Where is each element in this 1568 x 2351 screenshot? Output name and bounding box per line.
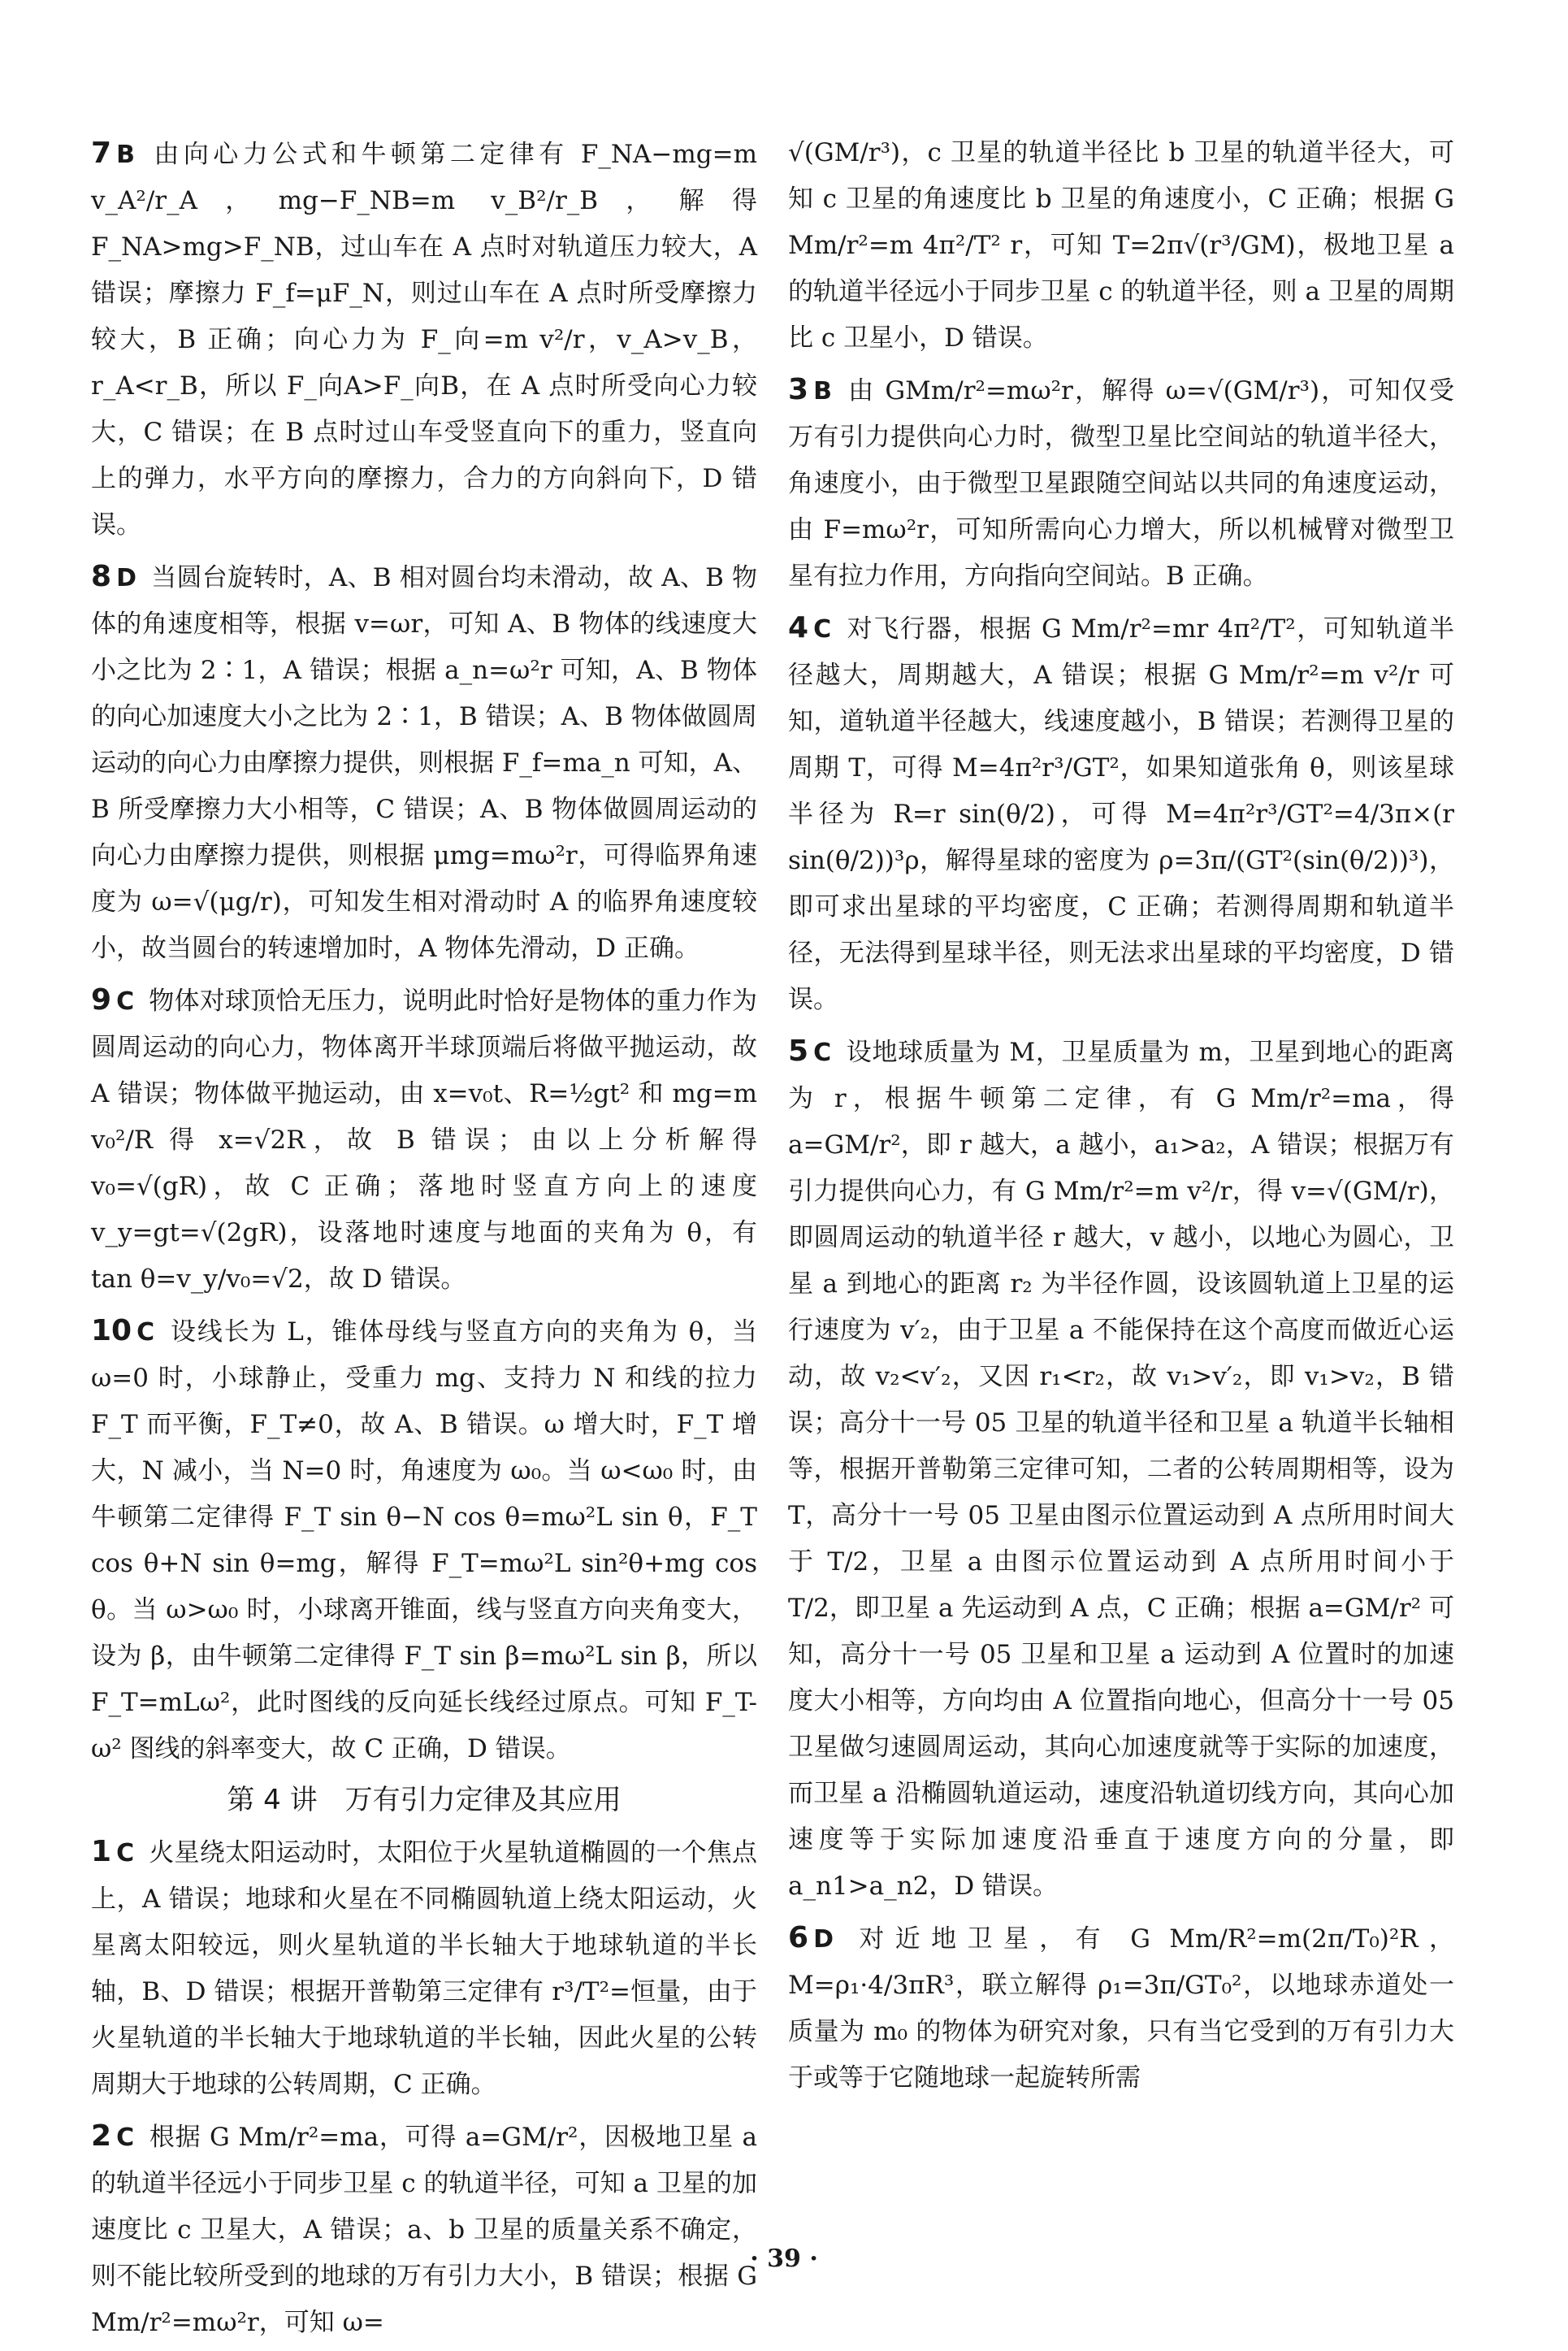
answer-text: 物体对球顶恰无压力，说明此时恰好是物体的重力作为圆周运动的向心力，物体离开半球顶端后将做平抛运动，故 A 错误；物体做平抛运动，由 x=v₀t、R=½gt² 和 mg=m v₀²/R 得 x=√2R，故 B 错误；由以上分析解得 v₀=√(gR)，故 C 正确；落地时竖直方向上的速度 v_y=gt=√(2gR)，设落地时速度与地面的夹角为 θ，有 tan θ=v_y/v₀=√2，故 D 错误。 — [91, 987, 757, 1294]
question-number: 10 — [91, 1314, 132, 1347]
right-column — [788, 130, 1454, 2106]
answer-choice: C — [116, 2123, 135, 2152]
answer-choice: C — [813, 615, 832, 644]
answer-text: 设线长为 L，锥体母线与竖直方向的夹角为 θ，当 ω=0 时，小球静止，受重力 mg、支持力 N 和线的拉力 F_T 而平衡，F_T≠0，故 A、B 错误。ω 增大时，F_T 增大，N 减小，当 N=0 时，角速度为 ω₀。当 ω<ω₀ 时，由牛顿第二定律得 F_T sin θ−N cos θ=mω²L sin θ，F_T cos θ+N sin θ=mg，解得 F_T=mω²L sin²θ+mg cos θ。当 ω>ω₀ 时，小球离开锥面，线与竖直方向夹角变大，设为 β，由牛顿第二定律得 F_T sin β=mω²L sin β，所以 F_T=mLω²，此时图线的反向延长线经过原点。可知 F_T-ω² 图线的斜率变大，故 C 正确，D 错误。 — [91, 1317, 757, 1763]
answer-8 — [91, 553, 757, 972]
answer-choice: C — [136, 1318, 155, 1347]
question-number: 3 — [788, 373, 809, 406]
answer-text: 由 GMm/r²=mω²r，解得 ω=√(GM/r³)，可知仅受万有引力提供向心力时，微型卫星比空间站的轨道半径大，角速度小，由于微型卫星跟随空间站以共同的角速度运动，由 F=mω²r，可知所需向心力增大，所以机械臂对微型卫星有拉力作用，方向指向空间站。B 正确。 — [788, 376, 1454, 591]
answer-text: 对近地卫星，有 G Mm/R²=m(2π/T₀)²R，M=ρ₁·4/3πR³，联立解得 ρ₁=3π/GT₀²，以地球赤道处一质量为 m₀ 的物体为研究对象，只有当它受到的万有引力大于或等于它随地球一起旋转所需 — [788, 1924, 1454, 2093]
answer-choice: C — [116, 987, 135, 1016]
answer-text: 设地球质量为 M，卫星质量为 m，卫星到地心的距离为 r，根据牛顿第二定律，有 G Mm/r²=ma，得 a=GM/r²，即 r 越大，a 越小，a₁>a₂，A 错误；根据万有引力提供向心力，有 G Mm/r²=m v²/r，得 v=√(GM/r)，即圆周运动的轨道半径 r 越大，v 越小，以地心为圆心，卫星 a 到地心的距离 r₂ 为半径作圆，设该圆轨道上卫星的运行速度为 v′₂，由于卫星 a 不能保持在这个高度而做近心运动，故 v₂<v′₂，又因 r₁<r₂，故 v₁>v′₂，即 v₁>v₂，B 错误；高分十一号 05 卫星的轨道半径和卫星 a 轨道半长轴相等，根据开普勒第三定律可知，二者的公转周期相等，设为 T，高分十一号 05 卫星由图示位置运动到 A 点所用时间大于 T/2，卫星 a 由图示位置运动到 A 点所用时间小于 T/2，即卫星 a 先运动到 A 点，C 正确；根据 a=GM/r² 可知，高分十一号 05 卫星和卫星 a 运动到 A 位置时的加速度大小相等，方向均由 A 位置指向地心，但高分十一号 05 卫星做匀速圆周运动，其向心加速度就等于实际的加速度，而卫星 a 沿椭圆轨道运动，速度沿轨道切线方向，其向心加速度等于实际加速度沿垂直于速度方向的分量，即 a_n1>a_n2，D 错误。 — [788, 1038, 1454, 1901]
answer-s3 — [788, 367, 1454, 600]
section-title: 第 4 讲 万有引力定律及其应用 — [227, 1784, 622, 1816]
answer-choice: C — [813, 1039, 832, 1067]
answer-choice: B — [813, 377, 832, 406]
answer-text: 由向心力公式和牛顿第二定律有 F_NA−mg=m v_A²/r_A，mg−F_NB=m v_B²/r_B，解得 F_NA>mg>F_NB，过山车在 A 点时对轨道压力较大，A 错误；摩擦力 F_f=μF_N，则过山车在 A 点时所受摩擦力较大，B 正确；向心力为 F_向=m v²/r，v_A>v_B，r_A<r_B，所以 F_向A>F_向B，在 A 点时所受向心力较大，C 错误；在 B 点时过山车受竖直向下的重力，竖直向上的弹力，水平方向的摩擦力，合力的方向斜向下，D 错误。 — [91, 140, 757, 540]
answer-text: 根据 G Mm/r²=ma，可得 a=GM/r²，因极地卫星 a 的轨道半径远小于同步卫星 c 的轨道半径，可知 a 卫星的加速度比 c 卫星大，A 错误；a、b 卫星的质量关系不确定，则不能比较所受到的地球的万有引力大小，B 错误；根据 G Mm/r²=mω²r，可知 ω= — [91, 2123, 757, 2337]
answer-text: √(GM/r³)，c 卫星的轨道半径比 b 卫星的轨道半径大，可知 c 卫星的角速度比 b 卫星的角速度小，C 正确；根据 G Mm/r²=m 4π²/T² r，可知 T=2π√(r³/GM)，极地卫星 a 的轨道半径远小于同步卫星 c 的轨道半径，则 a 卫星的周期比 c 卫星小，D 错误。 — [788, 138, 1454, 353]
answer-s2-continued — [788, 130, 1454, 362]
answer-9 — [91, 977, 757, 1303]
answer-s4 — [788, 605, 1454, 1023]
question-number: 1 — [91, 1835, 112, 1868]
answer-10 — [91, 1308, 757, 1772]
question-number: 2 — [91, 2119, 112, 2153]
answer-choice: C — [116, 1839, 135, 1867]
answer-choice: D — [813, 1925, 834, 1954]
question-number: 7 — [91, 137, 112, 170]
answer-text: 对飞行器，根据 G Mm/r²=mr 4π²/T²，可知轨道半径越大，周期越大，A 错误；根据 G Mm/r²=m v²/r 可知，道轨道半径越大，线速度越小，B 错误；若测得卫星的周期 T，可得 M=4π²r³/GT²，如果知道张角 θ，则该星球半径为 R=r sin(θ/2)，可得 M=4π²r³/GT²=4/3π×(r sin(θ/2))³ρ，解得星球的密度为 ρ=3π/(GT²(sin(θ/2))³)，即可求出星球的平均密度，C 正确；若测得周期和轨道半径，无法得到星球半径，则无法求出星球的平均密度，D 错误。 — [788, 614, 1454, 1014]
answer-s2 — [91, 2113, 757, 2346]
answer-choice: B — [116, 141, 135, 169]
answer-s6 — [788, 1915, 1454, 2102]
answer-text: 当圆台旋转时，A、B 相对圆台均未滑动，故 A、B 物体的角速度相等，根据 v=ωr，可知 A、B 物体的线速度大小之比为 2∶1，A 错误；根据 a_n=ω²r 可知，A、B 物体的向心加速度大小之比为 2∶1，B 错误；A、B 物体做圆周运动的向心力由摩擦力提供，则根据 F_f=ma_n 可知，A、B 所受摩擦力大小相等，C 错误；A、B 物体做圆周运动的向心力由摩擦力提供，则根据 μmg=mω²r，可得临界角速度为 ω=√(μg/r)，可知发生相对滑动时 A 的临界角速度较小，故当圆台的转速增加时，A 物体先滑动，D 正确。 — [91, 563, 757, 963]
answer-s5 — [788, 1028, 1454, 1910]
question-number: 8 — [91, 560, 112, 593]
question-number: 9 — [91, 983, 112, 1017]
answer-choice: D — [116, 564, 136, 592]
question-number: 4 — [788, 611, 809, 644]
question-number: 6 — [788, 1921, 809, 1954]
page-number: · 39 · — [750, 2245, 818, 2273]
question-number: 5 — [788, 1035, 809, 1068]
answer-7 — [91, 130, 757, 549]
left-column — [91, 130, 757, 2351]
answer-s1 — [91, 1828, 757, 2108]
answer-text: 火星绕太阳运动时，太阳位于火星轨道椭圆的一个焦点上，A 错误；地球和火星在不同椭圆轨道上绕太阳运动，火星离太阳较远，则火星轨道的半长轴大于地球轨道的半长轴，B、D 错误；根据开普勒第三定律有 r³/T²=恒量，由于火星轨道的半长轴大于地球轨道的半长轴，因此火星的公转周期大于地球的公转周期，C 正确。 — [91, 1838, 757, 2099]
